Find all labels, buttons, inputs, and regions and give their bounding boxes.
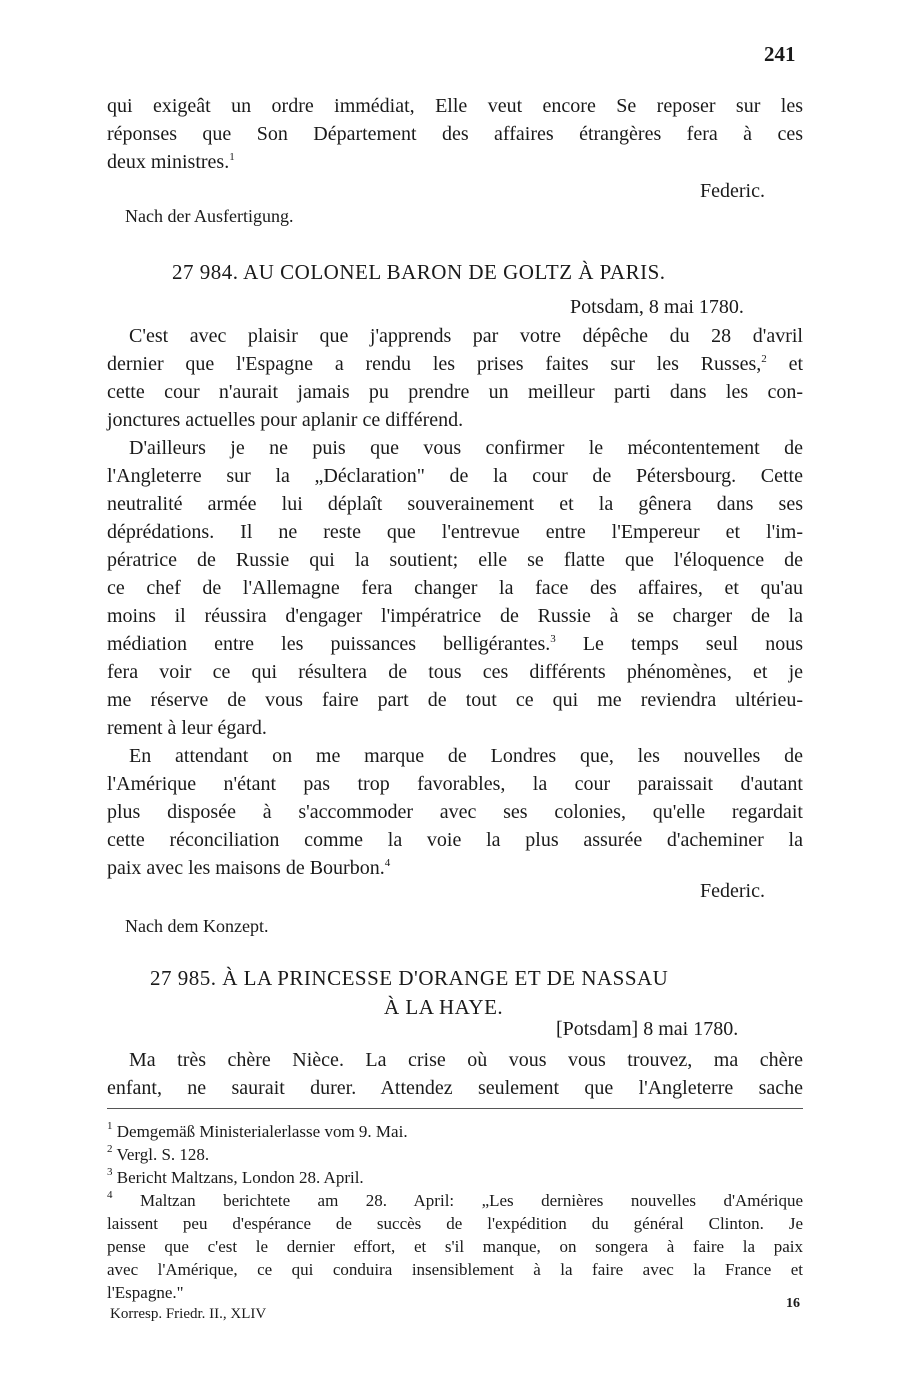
text-line: pératrice de Russie qui la soutient; elle se flatte que l'éloquence de <box>107 549 803 571</box>
text-line: fera voir ce qui résultera de tous ces différents phénomènes, et je <box>107 661 803 683</box>
footnote-text: l'Espagne." <box>107 1283 184 1302</box>
text-line: déprédations. Il ne reste que l'entrevue entre l'Empereur et l'im- <box>107 521 803 543</box>
footnote-text: Bericht Maltzans, London 28. April. <box>116 1168 364 1187</box>
footer-signature: Korresp. Friedr. II., XLIV <box>110 1306 267 1322</box>
letter-body <box>107 322 803 882</box>
text-segment: deux ministres. <box>107 151 230 173</box>
dateline: [Potsdam] 8 mai 1780. <box>556 1018 739 1040</box>
footnote-text: pense que c'est le dernier effort, et s'il manque, on songera à faire la paix <box>107 1237 803 1256</box>
letter-heading: 27 985. À LA PRINCESSE D'ORANGE ET DE NASSAU <box>150 966 669 990</box>
text-segment: et <box>766 353 804 375</box>
text-line: qui exigeât un ordre immédiat, Elle veut encore Se reposer sur les <box>107 95 803 117</box>
footnote-mark: 3 <box>107 1166 113 1178</box>
footnote <box>107 1120 803 1143</box>
text-line: rement à leur égard. <box>107 717 267 739</box>
sheet-number: 16 <box>786 1296 800 1311</box>
footnote-text: Maltzan berichtete am 28. April: „Les dernières nouvelles d'Amérique <box>139 1191 804 1210</box>
footnote-text: avec l'Amérique, ce qui conduira insensiblement à la faire avec la France et <box>107 1260 803 1279</box>
footnotes <box>107 1120 803 1304</box>
text-line: réponses que Son Département des affaires étrangères fera à ces <box>107 123 803 145</box>
text-line: moins il réussira d'engager l'impératrice de Russie à se charger de la <box>107 605 803 627</box>
footnote-mark: 1 <box>107 1120 113 1132</box>
footnote-ref: 2 <box>761 353 767 365</box>
letter-heading: À LA HAYE. <box>384 995 504 1019</box>
text-line: Ma très chère Nièce. La crise où vous vous trouvez, ma chère <box>129 1049 803 1071</box>
text-segment: médiation entre les puissances belligérantes. <box>107 633 551 655</box>
footnote <box>107 1166 803 1189</box>
text-line <box>107 630 803 658</box>
text-segment: Le temps seul nous <box>555 633 803 655</box>
text-line: plus disposée à s'accommoder avec ses colonies, qu'elle regardait <box>107 801 803 823</box>
text-line: cette réconciliation comme la voie la plus assurée d'acheminer la <box>107 829 803 851</box>
source-note: Nach der Ausfertigung. <box>125 206 294 226</box>
text-line <box>107 854 803 882</box>
footnote-mark: 2 <box>107 1143 113 1155</box>
text-line <box>107 350 803 378</box>
footnote-ref: 1 <box>229 151 235 163</box>
footnote-text: laissent peu d'espérance de succès de l'expédition du général Clinton. Je <box>107 1214 803 1233</box>
source-note: Nach dem Konzept. <box>125 916 269 936</box>
footnote <box>107 1189 803 1212</box>
text-segment: paix avec les maisons de Bourbon. <box>107 857 385 879</box>
footnote-rule <box>107 1108 803 1109</box>
top-paragraph <box>107 92 803 176</box>
footnote <box>107 1143 803 1166</box>
footnote-ref: 4 <box>384 857 391 869</box>
text-line: ce chef de l'Allemagne fera changer la face des affaires, et qu'au <box>107 577 803 599</box>
signature: Federic. <box>700 880 765 902</box>
page-number: 241 <box>764 42 796 66</box>
text-line: C'est avec plaisir que j'apprends par votre dépêche du 28 d'avril <box>129 325 803 347</box>
footnote-text: Demgemäß Ministerialerlasse vom 9. Mai. <box>116 1122 408 1141</box>
letter-heading: 27 984. AU COLONEL BARON DE GOLTZ À PARIS. <box>172 260 666 284</box>
text-segment: dernier que l'Espagne a rendu les prises faites sur les Russes, <box>107 353 762 375</box>
text-line: D'ailleurs je ne puis que vous confirmer le mécontentement de <box>129 437 803 459</box>
text-line: cette cour n'aurait jamais pu prendre un meilleur parti dans les con- <box>107 381 803 403</box>
text-line <box>107 148 803 176</box>
signature: Federic. <box>700 180 765 202</box>
text-line: neutralité armée lui déplaît souverainement et la gênera dans ses <box>107 493 803 515</box>
text-line: jonctures actuelles pour aplanir ce différend. <box>107 409 464 431</box>
footnote-ref: 3 <box>550 633 556 645</box>
dateline: Potsdam, 8 mai 1780. <box>570 296 744 318</box>
text-line: enfant, ne saurait durer. Attendez seulement que l'Angleterre sache <box>107 1077 803 1099</box>
footnote-mark: 4 <box>107 1189 113 1201</box>
text-line: me réserve de vous faire part de tout ce qui me reviendra ultérieu- <box>107 689 803 711</box>
text-line: l'Angleterre sur la „Déclaration" de la cour de Pétersbourg. Cette <box>107 465 803 487</box>
text-line: En attendant on me marque de Londres que, les nouvelles de <box>129 745 803 767</box>
letter-body <box>107 1046 803 1102</box>
text-line: l'Amérique n'étant pas trop favorables, la cour paraissait d'autant <box>107 773 803 795</box>
footnote-text: Vergl. S. 128. <box>116 1145 210 1164</box>
